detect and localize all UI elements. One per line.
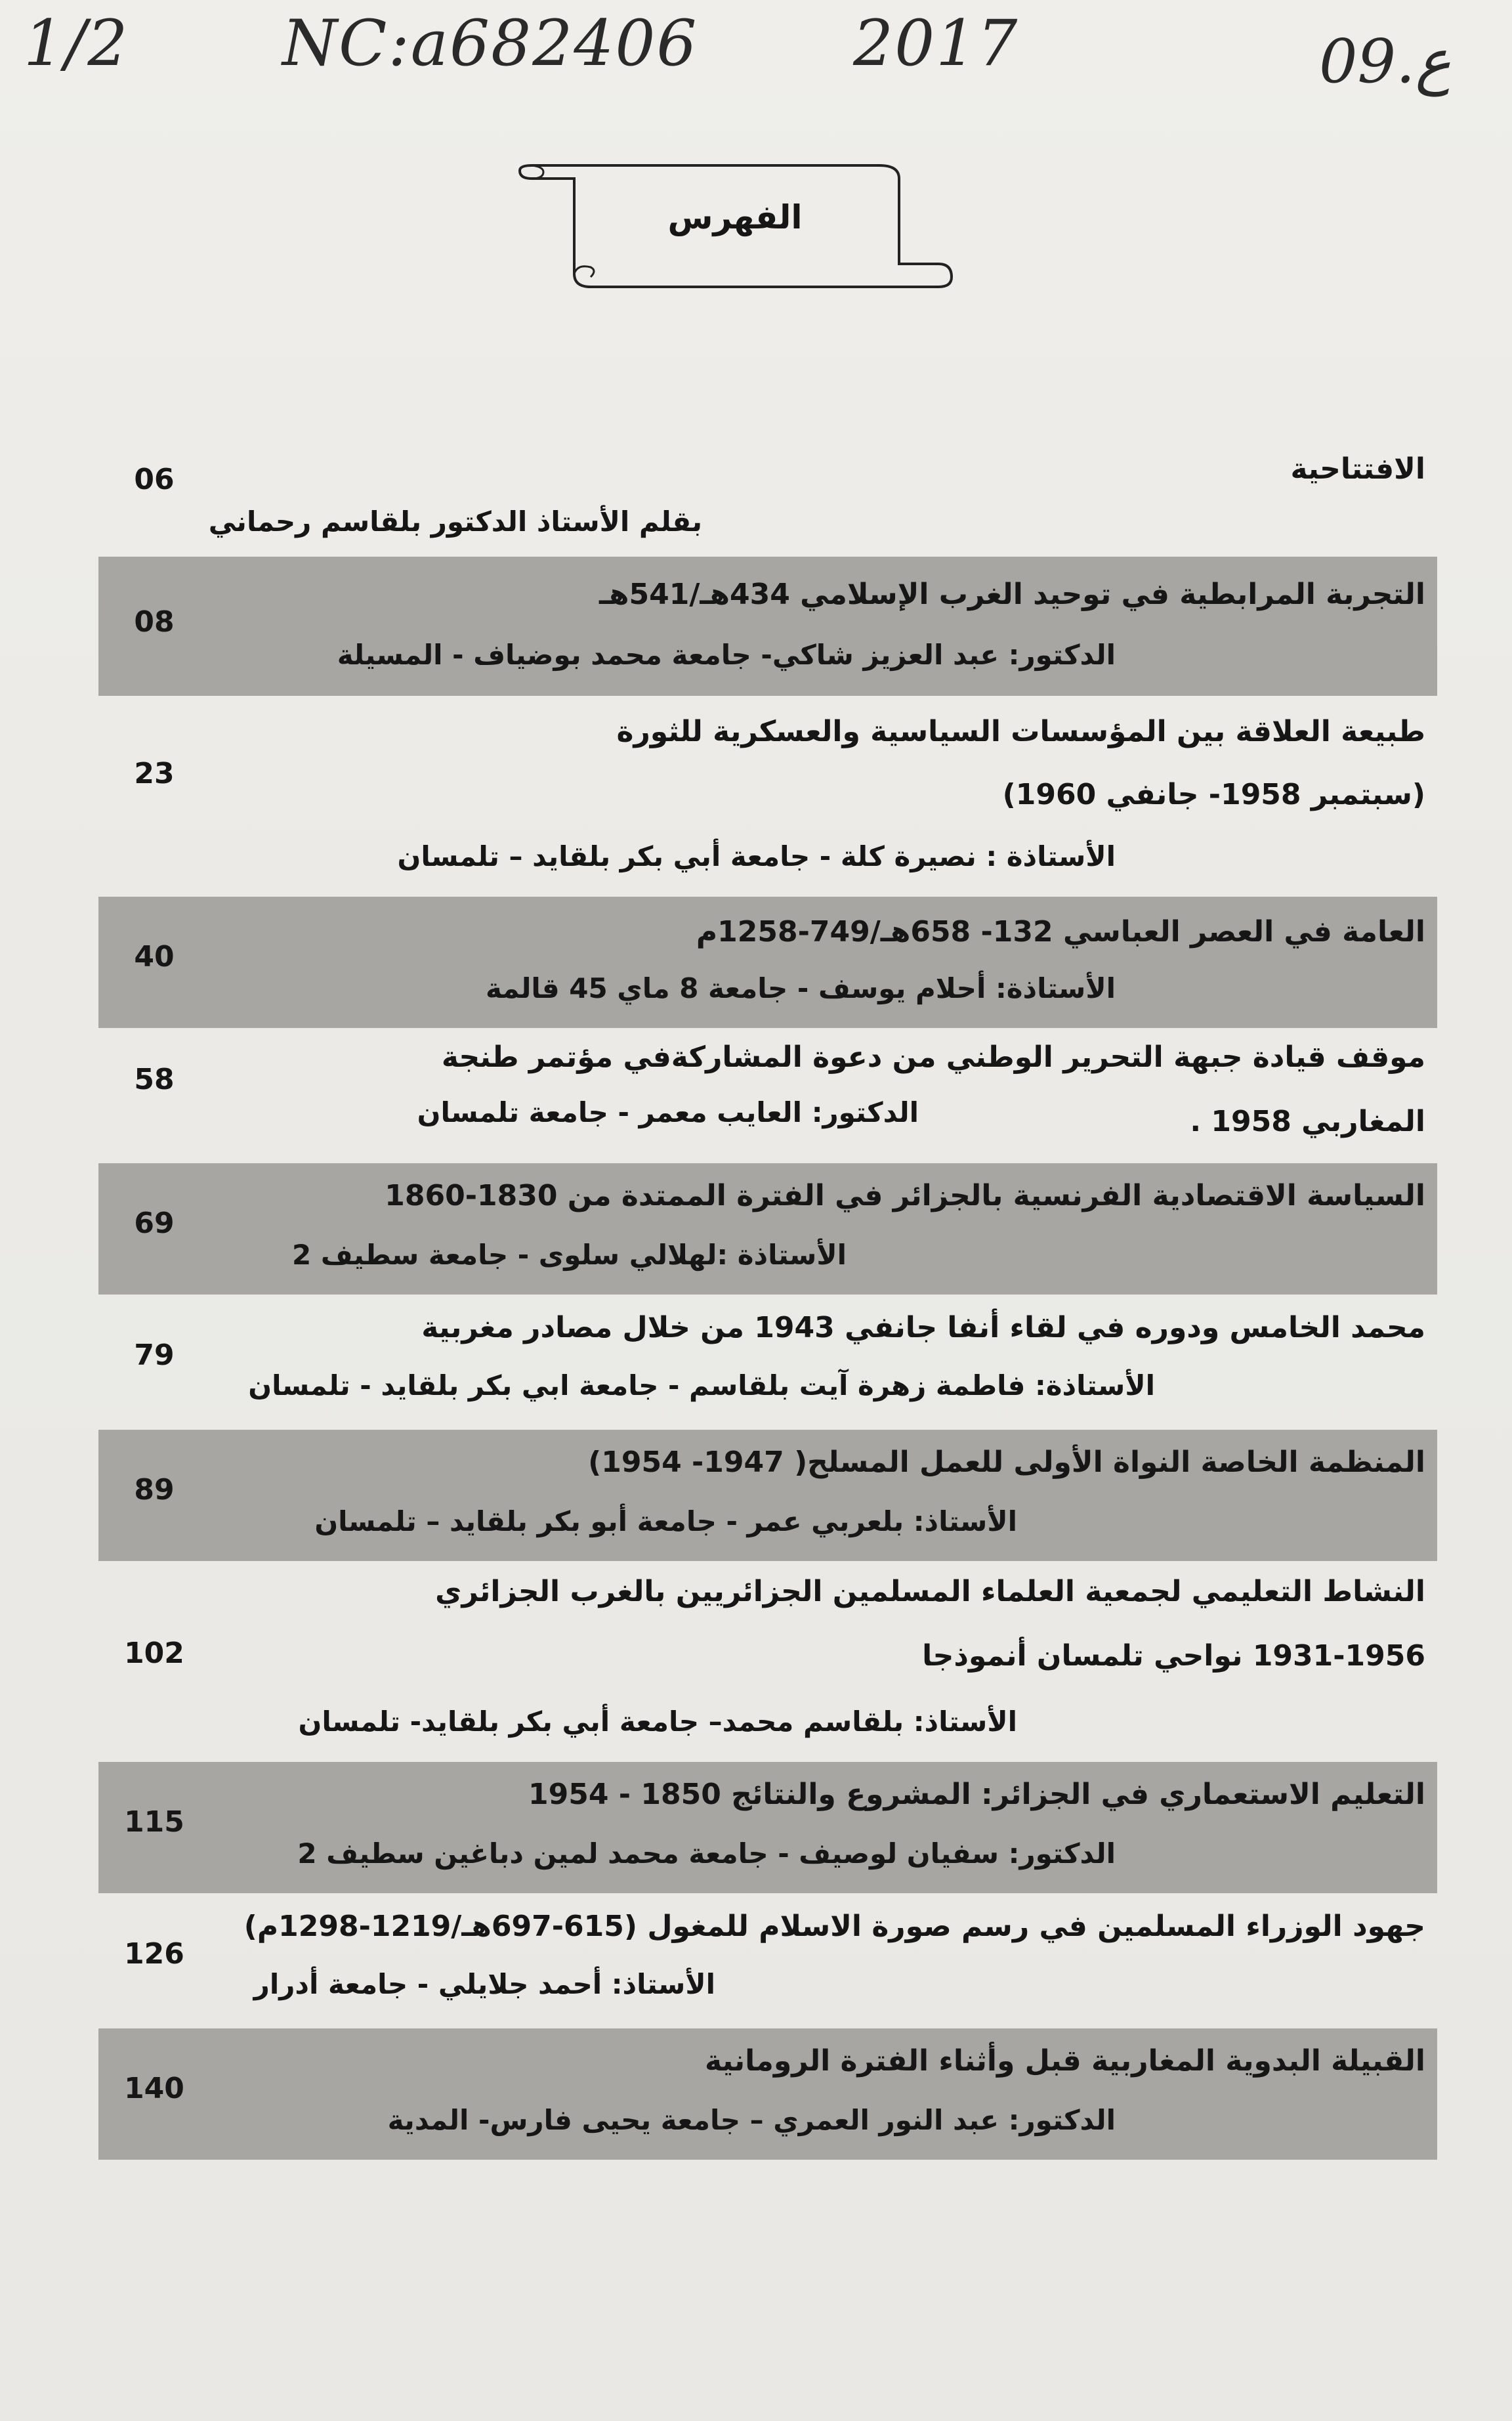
toc-entry	[98, 1762, 1437, 1893]
index-banner	[512, 152, 958, 290]
toc-entry	[98, 1030, 1437, 1161]
toc-entry-author: الدكتور: عبد النور العمري – جامعة يحيى فارس- المدية	[387, 2104, 1116, 2136]
toc-entry	[98, 1430, 1437, 1561]
toc-entry-title: التجربة المرابطية في توحيد الغرب الإسلامي 434هـ/541هـ	[598, 578, 1425, 611]
toc-entry-title: القبيلة البدوية المغاربية قبل وأثناء الفترة الرومانية	[704, 2044, 1425, 2078]
index-title: الفهرس	[667, 198, 803, 236]
toc-entry-author: الأستاذ: بلعربي عمر - جامعة أبو بكر بلقايد – تلمسان	[314, 1505, 1017, 1537]
toc-entry	[98, 1163, 1437, 1295]
toc-entry	[98, 1895, 1437, 2026]
handwritten-issue-ref: ع.09	[1319, 26, 1452, 96]
handwritten-catalog-code: NC:a682406	[282, 7, 698, 80]
toc-entry-title: التعليم الاستعماري في الجزائر: المشروع والنتائج 1850 - 1954	[528, 1778, 1425, 1811]
toc-entry-title: موقف قيادة جبهة التحرير الوطني من دعوة المشاركةفي مؤتمر طنجة	[441, 1040, 1425, 1074]
toc-entry-title: طبيعة العلاقة بين المؤسسات السياسية والعسكرية للثورة	[616, 715, 1425, 748]
toc-entry-author: الدكتور: العايب معمر - جامعة تلمسان	[417, 1096, 919, 1128]
toc-entry-title-cont: (سبتمبر 1958- جانفي 1960)	[1002, 778, 1425, 811]
toc-page-number: 40	[134, 940, 175, 974]
toc-page-number: 69	[134, 1207, 175, 1240]
toc-entry-title: الافتتاحية	[1290, 452, 1425, 486]
toc-page-number: 126	[124, 1937, 184, 1971]
toc-entry-author: الأستاذة: أحلام يوسف - جامعة 8 ماي 45 قالمة	[485, 972, 1116, 1004]
toc-entry-title: السياسة الاقتصادية الفرنسية بالجزائر في الفترة الممتدة من 1830-1860	[385, 1179, 1425, 1212]
toc-page-number: 79	[134, 1339, 175, 1372]
toc-entry-author: بقلم الأستاذ الدكتور بلقاسم رحماني	[208, 505, 702, 538]
toc-entry-title: النشاط التعليمي لجمعية العلماء المسلمين الجزائريين بالغرب الجزائري	[435, 1575, 1425, 1608]
toc-entry-author: الأستاذ: بلقاسم محمد– جامعة أبي بكر بلقايد- تلمسان	[298, 1705, 1017, 1738]
toc-entry-title: محمد الخامس ودوره في لقاء أنفا جانفي 1943 من خلال مصادر مغربية	[421, 1311, 1425, 1344]
toc-entry-author: الأستاذ: أحمد جلايلي - جامعة أدرار	[253, 1968, 715, 2000]
toc-page-number: 58	[134, 1063, 175, 1096]
toc-entry	[98, 450, 1437, 555]
toc-entry-title: العامة في العصر العباسي 132- 658هـ/749-1258م	[696, 915, 1425, 949]
toc-page-number: 89	[134, 1473, 175, 1507]
toc-entry-title-cont: المغاربي 1958 .	[1190, 1105, 1425, 1138]
handwritten-page-count: 1/2	[24, 7, 129, 80]
toc-entry	[98, 1296, 1437, 1428]
toc-entry	[98, 557, 1437, 696]
toc-page-number: 102	[124, 1637, 184, 1670]
toc-entry	[98, 2028, 1437, 2160]
toc-entry	[98, 897, 1437, 1028]
toc-page-number: 140	[124, 2072, 184, 2105]
toc-entry-title: المنظمة الخاصة النواة الأولى للعمل المسلح( 1947- 1954)	[588, 1446, 1425, 1479]
toc-entry-title-cont: 1931-1956 نواحي تلمسان أنموذجا	[922, 1639, 1425, 1673]
toc-page-number: 23	[134, 757, 175, 790]
toc-page-number: 115	[124, 1805, 184, 1839]
toc-entry	[98, 1563, 1437, 1760]
toc-page-number: 06	[134, 463, 175, 496]
toc-entry-author: الأستاذة : نصيرة كلة - جامعة أبي بكر بلقايد – تلمسان	[397, 840, 1116, 872]
toc-page-number: 08	[134, 605, 175, 639]
toc-entry	[98, 698, 1437, 895]
toc-entry-author: الأستاذة: فاطمة زهرة آيت بلقاسم - جامعة ابي بكر بلقايد - تلمسان	[248, 1369, 1155, 1402]
toc-entry-author: الدكتور: عبد العزيز شاكي- جامعة محمد بوضياف - المسيلة	[337, 639, 1116, 671]
toc-entry-author: الدكتور: سفيان لوصيف - جامعة محمد لمين دباغين سطيف 2	[297, 1837, 1116, 1870]
toc-entry-author: الأستاذة :لهلالي سلوى - جامعة سطيف 2	[292, 1239, 847, 1271]
toc-entry-title: جهود الوزراء المسلمين في رسم صورة الاسلام للمغول (615-697هـ/1219-1298م)	[243, 1910, 1425, 1943]
handwritten-year: 2017	[853, 7, 1019, 80]
table-of-contents	[98, 450, 1437, 2179]
